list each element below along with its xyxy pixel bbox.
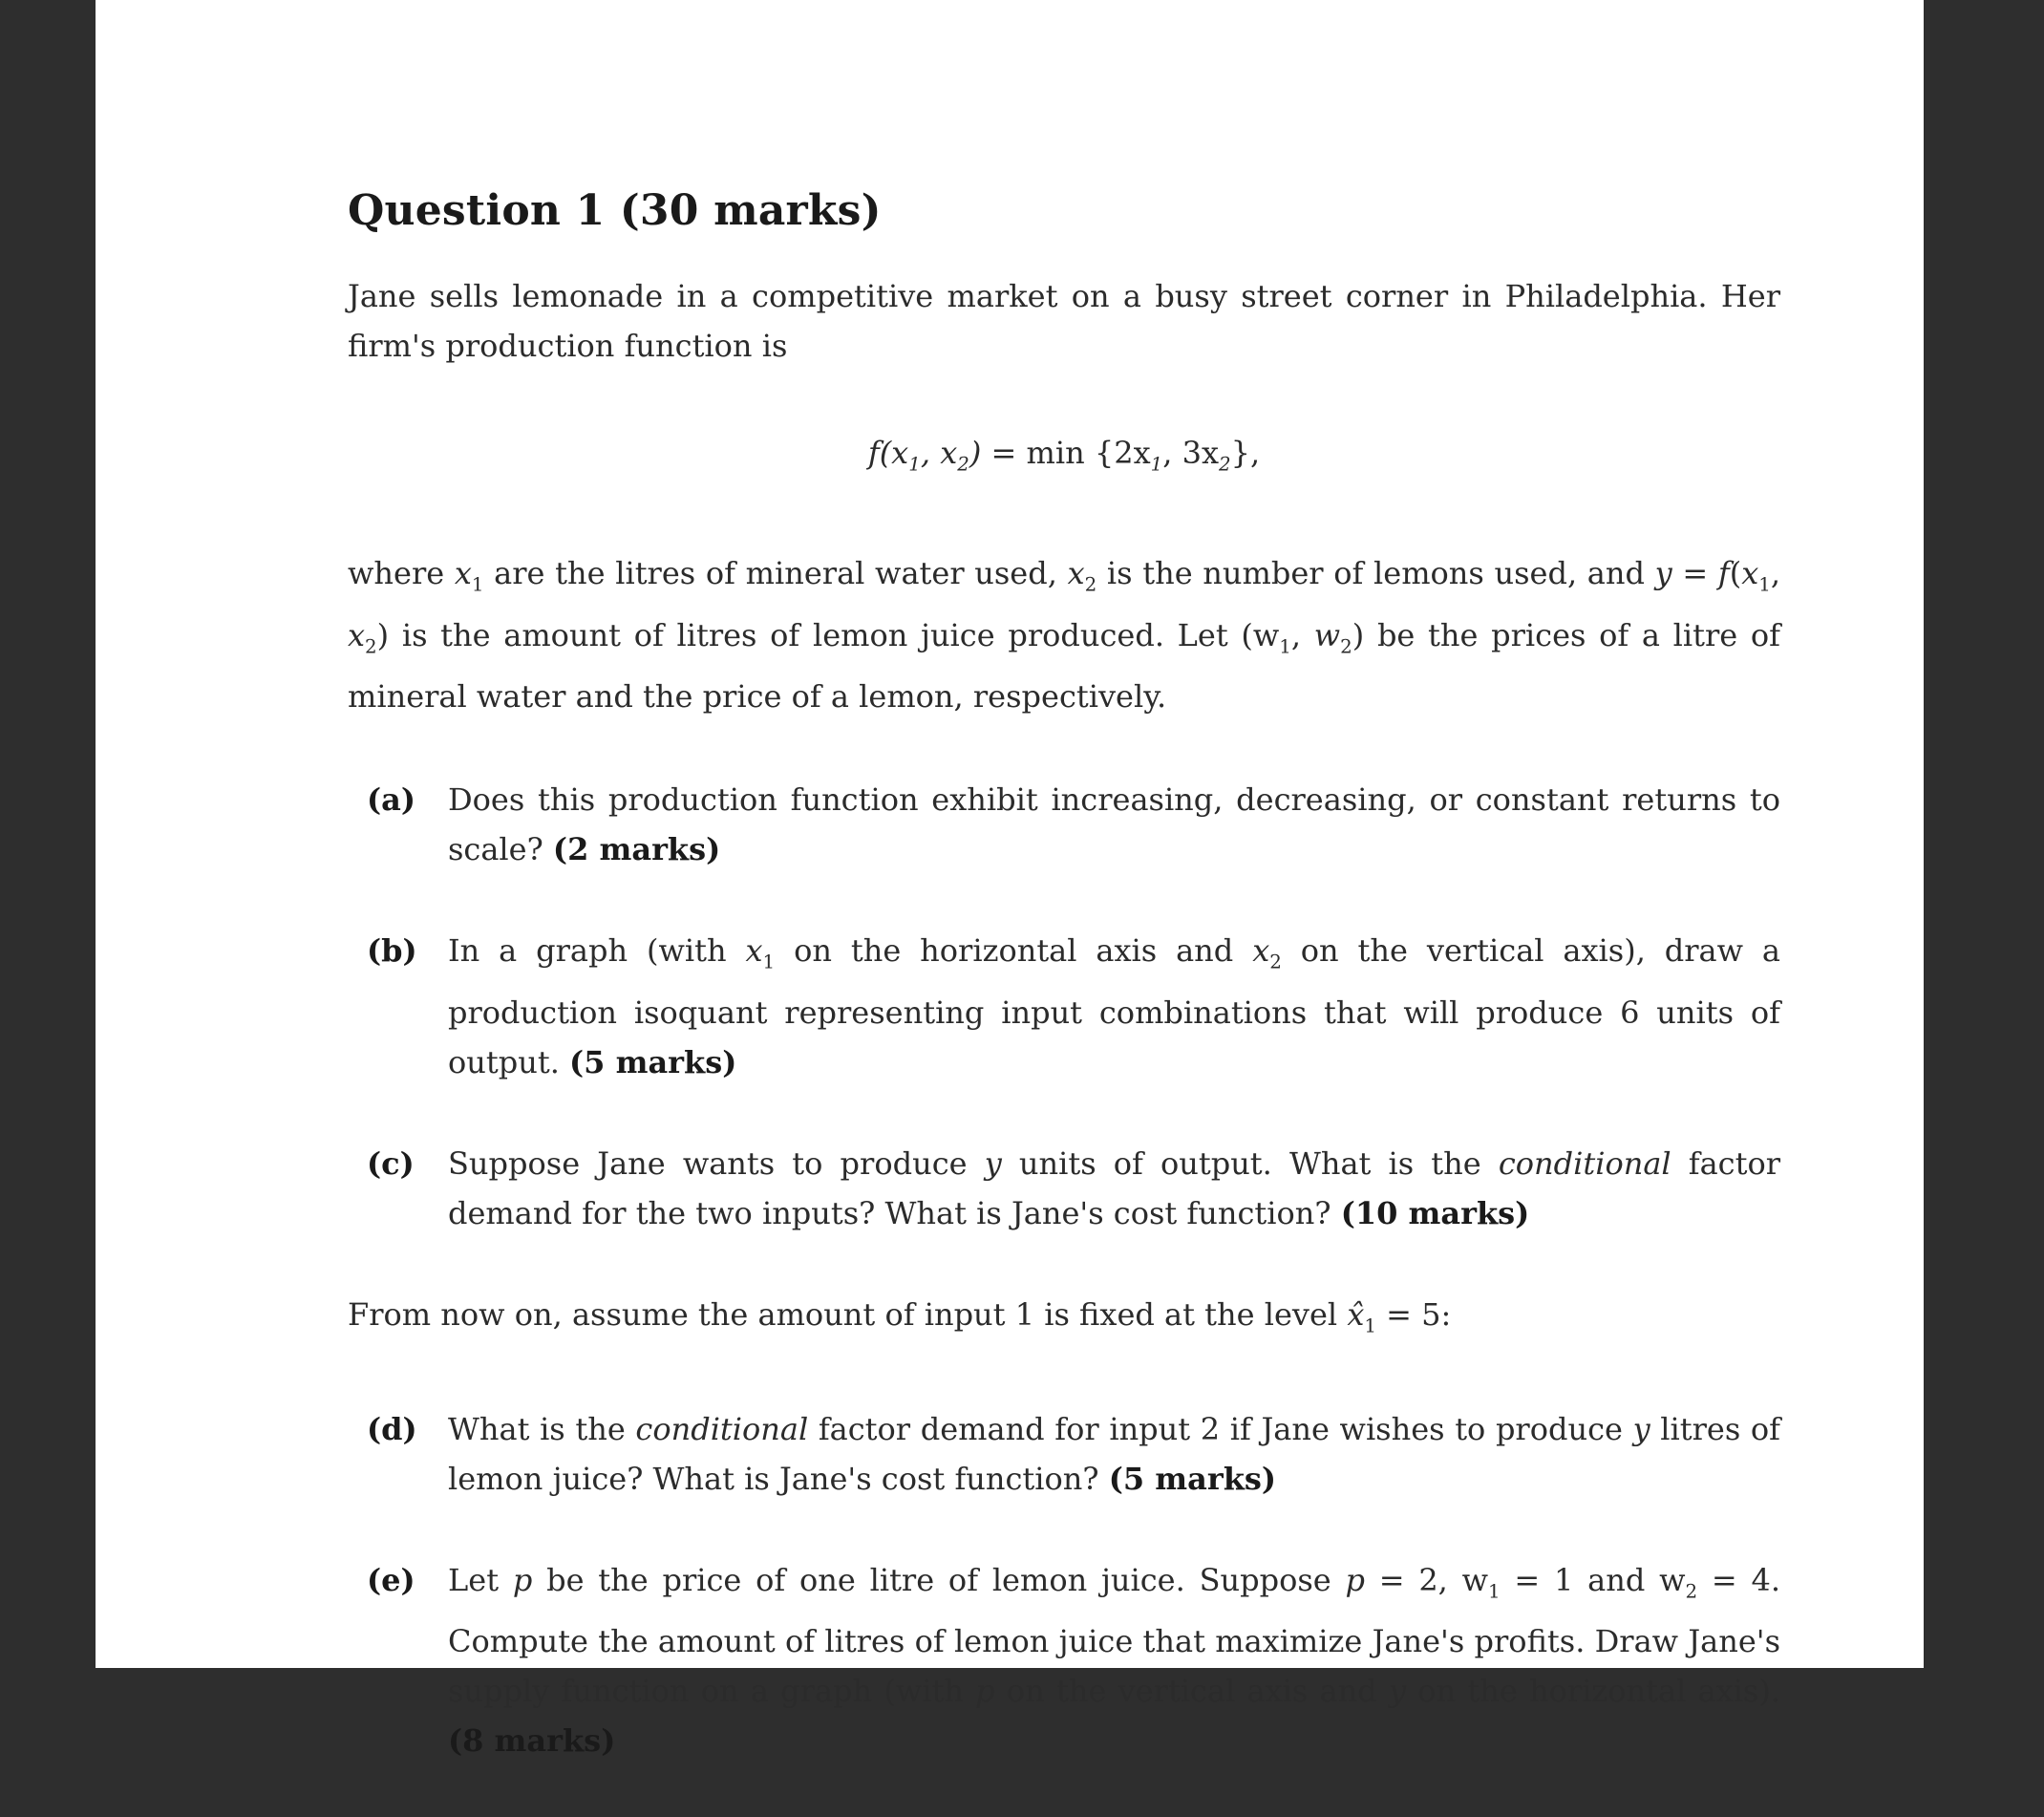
part-e: (e) Let p be the price of one litre of lemon juice. Suppose p = 2, $w_1 = 1$ and $w_2 = 4$. Compute the amount of litres of lemon juice that maximize Jane's profits. Draw Jane's supply function on a graph (with p on the vertical axis and y on the horizontal axis). (8 marks) <box>367 1555 1780 1765</box>
question-content <box>348 186 1780 1817</box>
parts-list-2 <box>348 1404 1780 1765</box>
part-marks: (5 marks) <box>1108 1460 1277 1497</box>
part-c: (c) Suppose Jane wants to produce y units of output. What is the conditional factor demand for the two inputs? What is Jane's cost function? (10 marks) <box>367 1139 1780 1238</box>
part-d: (d) What is the conditional factor demand for input 2 if Jane wishes to produce y litres of lemon juice? What is Jane's cost function? (5 marks) <box>367 1404 1780 1504</box>
document-page <box>96 0 1924 1760</box>
intro-paragraph: Jane sells lemonade in a competitive market on a busy street corner in Philadelphia. Her firm's production function is <box>348 278 1780 364</box>
part-label: (b) <box>367 932 417 970</box>
part-label: (c) <box>367 1144 415 1182</box>
definitions-paragraph: where $x_1$ are the litres of mineral water used, $x_2$ is the number of lemons used, and $y = f(x_1$, $x_2$) is the amount of litres of lemon juice produced. Let ($w_1$, $w_2$) be the prices of a litre of mineral water and the price of a lemon, respectively. <box>348 555 1781 716</box>
part-label: (d) <box>367 1410 417 1447</box>
fixed-input-note: From now on, assume the amount of input 1 is fixed at the level $x̂_1 = 5$: <box>348 1295 1452 1336</box>
part-marks: (2 marks) <box>552 831 721 868</box>
part-label: (e) <box>367 1561 415 1598</box>
part-marks: (8 marks) <box>448 1722 616 1760</box>
production-function-formula: $f(x_1$, $x_2) = \min \{2x_1$, $3x_2$}, <box>867 435 1261 476</box>
parts-list-1 <box>348 775 1780 1237</box>
question-title: Question 1 (30 marks) <box>348 186 882 235</box>
part-marks: (10 marks) <box>1340 1194 1530 1231</box>
part-b: (b) In a graph (with $x_1$ on the horizontal axis and $x_2$ on the vertical axis), draw a production isoquant representing input combinations that will produce 6 units of output. (5 marks) <box>367 926 1780 1086</box>
part-label: (a) <box>367 781 416 819</box>
part-marks: (5 marks) <box>569 1043 737 1080</box>
part-a: (a) Does this production function exhibit increasing, decreasing, or constant returns to scale? (2 marks) <box>367 775 1780 874</box>
